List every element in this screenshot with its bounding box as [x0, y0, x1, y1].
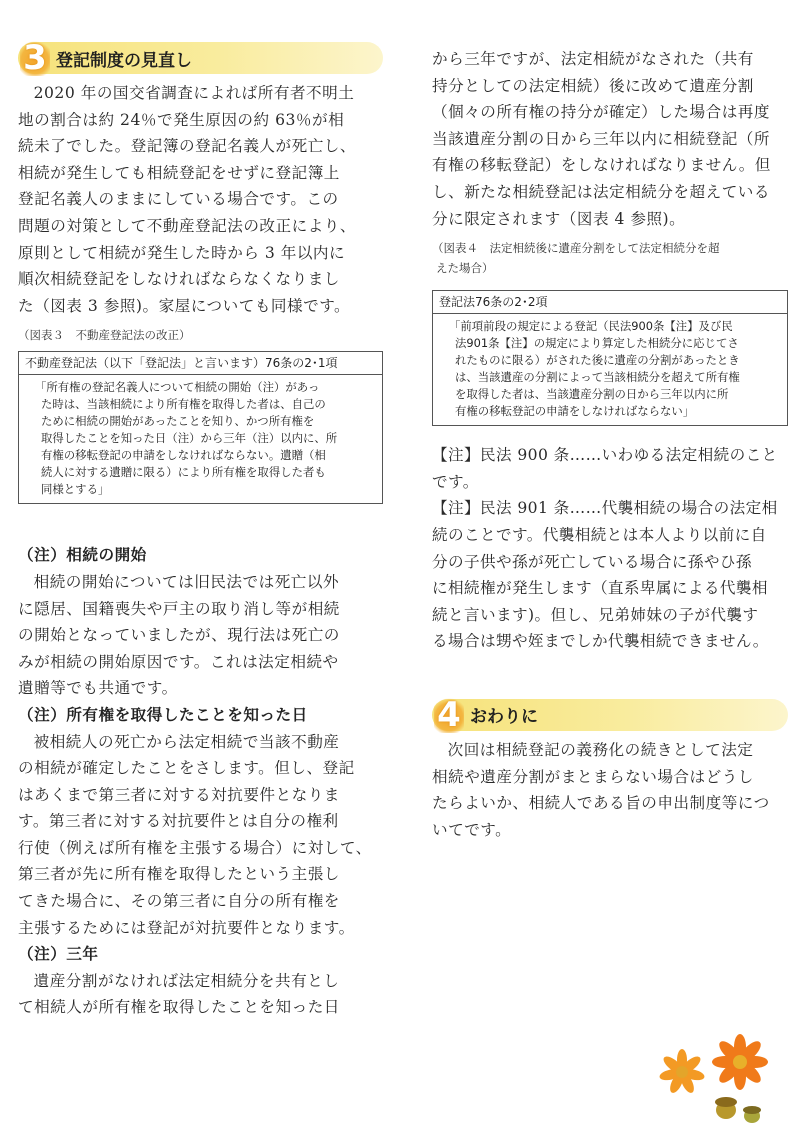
box-line: 「前項前段の規定による登記（民法900条【注】及び民 — [449, 319, 733, 334]
flower-large-icon — [712, 1034, 768, 1090]
note-line: 相続の開始については旧民法では死亡以外 — [33, 572, 340, 591]
continued-line: 持分としての法定相続）後に改めて遺産分割 — [432, 76, 754, 95]
section-4-body — [432, 737, 788, 843]
figure-3-box-body — [19, 375, 382, 503]
box-line: は、当該遺産の分割によって当該相続分を超えて所有権 — [455, 370, 740, 385]
note-line: 被相続人の死亡から法定相続で当該不動産 — [33, 732, 340, 751]
flower-small-icon — [658, 1049, 705, 1095]
civil-note-line: に相続権が発生します（直系卑属による代襲相 — [432, 579, 768, 598]
continued-line: 当該遺産分割の日から三年以内に相続登記（所 — [432, 129, 770, 148]
note-line: す。第三者に対する対抗要件とは自分の権利 — [18, 812, 339, 831]
intro-line: た（図表 3 参照)。家屋についても同様です。 — [18, 296, 351, 315]
note-line: はあくまで第三者に対する対抗要件となりま — [18, 785, 340, 804]
section-3-title: 登記制度の見直し — [56, 50, 192, 71]
figure-4-box — [432, 290, 788, 426]
box-line: 「所有権の登記名義人について相続の開始（注）があっ — [35, 380, 320, 395]
closing-line: たらよいか、相続人である旨の申出制度等につ — [432, 794, 770, 813]
civil-note-line: 続のことです。代襲相続とは本人より以前に自 — [432, 525, 767, 544]
continued-line: （個々の所有権の持分が確定）した場合は再度 — [432, 103, 770, 122]
civil-note-line: 続と言います)。但し、兄弟姉妹の子が代襲す — [432, 605, 759, 624]
note-line: 遺産分割がなければ法定相続分を共有とし — [33, 971, 340, 990]
figure-4-box-header: 登記法76条の2･2項 — [433, 291, 787, 314]
note-line: 遺贈等でも共通です。 — [18, 679, 178, 698]
continued-line: し、新たな相続登記は法定相続分を超えている — [432, 182, 770, 201]
figure-4-caption — [432, 238, 788, 278]
note-line: 主張するためには登記が対抗要件となります。 — [18, 918, 355, 937]
note-line: の開始となっていましたが、現行法は死亡の — [18, 626, 340, 645]
intro-line: 原則として相続が発生した時から 3 年以内に — [18, 243, 346, 262]
section-3-number: 3 — [20, 40, 50, 76]
closing-line: いてです。 — [432, 820, 512, 839]
figure-3-box-header: 不動産登記法（以下「登記法」と言います）76条の2･1項 — [19, 352, 382, 375]
continued-text — [432, 46, 788, 232]
section-4-title: おわりに — [470, 707, 538, 728]
box-line: 同様とする」 — [41, 482, 110, 497]
acorn-icon — [715, 1097, 761, 1123]
figure-3-caption: （図表３ 不動産登記法の改正） — [18, 328, 191, 343]
left-column — [18, 38, 383, 1021]
closing-line: 次回は相続登記の義務化の続きとして法定 — [447, 740, 754, 759]
note-line: の相続が確定したことをさします。但し、登記 — [18, 759, 355, 778]
intro-line: 相続が発生しても相続登記をせずに登記簿上 — [18, 163, 340, 182]
continued-line: 分に限定されます（図表 4 参照)。 — [432, 209, 686, 228]
continued-line: から三年ですが、法定相続がなされた（共有 — [432, 50, 754, 68]
caption-line: （図表４ 法定相続後に遺産分割をして法定相続分を超 — [432, 241, 720, 256]
box-line: た時は、当該相続により所有権を取得した者は、自己の — [41, 397, 326, 412]
civil-note-line: 【注】民法 900 条……いわゆる法定相続のこと — [432, 446, 778, 465]
note-line: みが相続の開始原因です。これは法定相続や — [18, 652, 339, 671]
box-line: 有権の移転登記の申請をしなければならない」 — [455, 404, 695, 419]
section-4-number: 4 — [434, 697, 464, 733]
intro-line: 2020 年の国交省調査によれば所有者不明土 — [33, 84, 355, 102]
closing-line: 相続や遺産分割がまとまらない場合はどうし — [432, 767, 754, 786]
caption-line: えた場合） — [436, 261, 494, 276]
civil-note-line: です。 — [432, 472, 479, 491]
note-three-heading: （注）三年 — [18, 944, 99, 964]
box-line: 法901条【注】の規定により算定した相続分に応じてさ — [455, 336, 739, 351]
box-line: ために相続の開始があったことを知り、かつ所有権を — [41, 414, 315, 429]
box-line: れたものに限る）がされた後に遺産の分割があったとき — [455, 353, 740, 368]
note-line: て相続人が所有権を取得したことを知った日 — [18, 998, 340, 1017]
note-line: 行使（例えば所有権を主張する場合）に対して、 — [18, 838, 372, 857]
civil-note-line: 【注】民法 901 条……代襲相続の場合の法定相 — [432, 499, 778, 518]
orange-flowers-icon — [648, 1032, 788, 1132]
intro-line: 問題の対策として不動産登記法の改正により、 — [18, 216, 356, 235]
civil-note-line: 分の子供や孫が死亡している場合に孫やひ孫 — [432, 552, 752, 571]
note-line: 第三者が先に所有権を取得したという主張し — [18, 865, 340, 884]
section-3-intro — [18, 80, 383, 319]
civil-note-line: る場合は甥や姪までしか代襲相続できません。 — [432, 632, 769, 651]
box-line: 続人に対する遺贈に限る）により所有権を取得した者も — [41, 465, 326, 480]
intro-line: 順次相続登記をしなければならなくなりまし — [18, 270, 340, 289]
section-4-header — [432, 694, 788, 735]
figure-3-box — [18, 351, 383, 504]
box-line: を取得した者は、当該遺産分割の日から三年以内に所 — [455, 387, 729, 402]
civil-note-901 — [432, 495, 788, 655]
note-start-heading: （注）相続の開始 — [18, 545, 147, 565]
note-line: てきた場合に、その第三者に自分の所有権を — [18, 892, 340, 911]
intro-line: 地の割合は約 24％で発生原因の約 63％が相 — [18, 110, 345, 129]
intro-line: 続未了でした。登記簿の登記名義人が死亡し、 — [18, 137, 356, 156]
figure-4-box-body — [433, 314, 787, 425]
intro-line: 登記名義人のままにしている場合です。この — [18, 190, 339, 209]
civil-note-900 — [432, 442, 788, 495]
box-line: 有権の移転登記の申請をしなければならない。遺贈（相 — [41, 448, 326, 463]
note-line: に隠居、国籍喪失や戸主の取り消し等が相続 — [18, 599, 340, 618]
right-column — [432, 42, 788, 843]
section-3-header — [18, 38, 383, 78]
box-line: 取得したことを知った日（注）から三年（注）以内に、所 — [41, 431, 338, 446]
note-knew-heading: （注）所有権を取得したことを知った日 — [18, 704, 308, 724]
continued-line: 有権の移転登記）をしなければなりません。但 — [432, 156, 771, 175]
